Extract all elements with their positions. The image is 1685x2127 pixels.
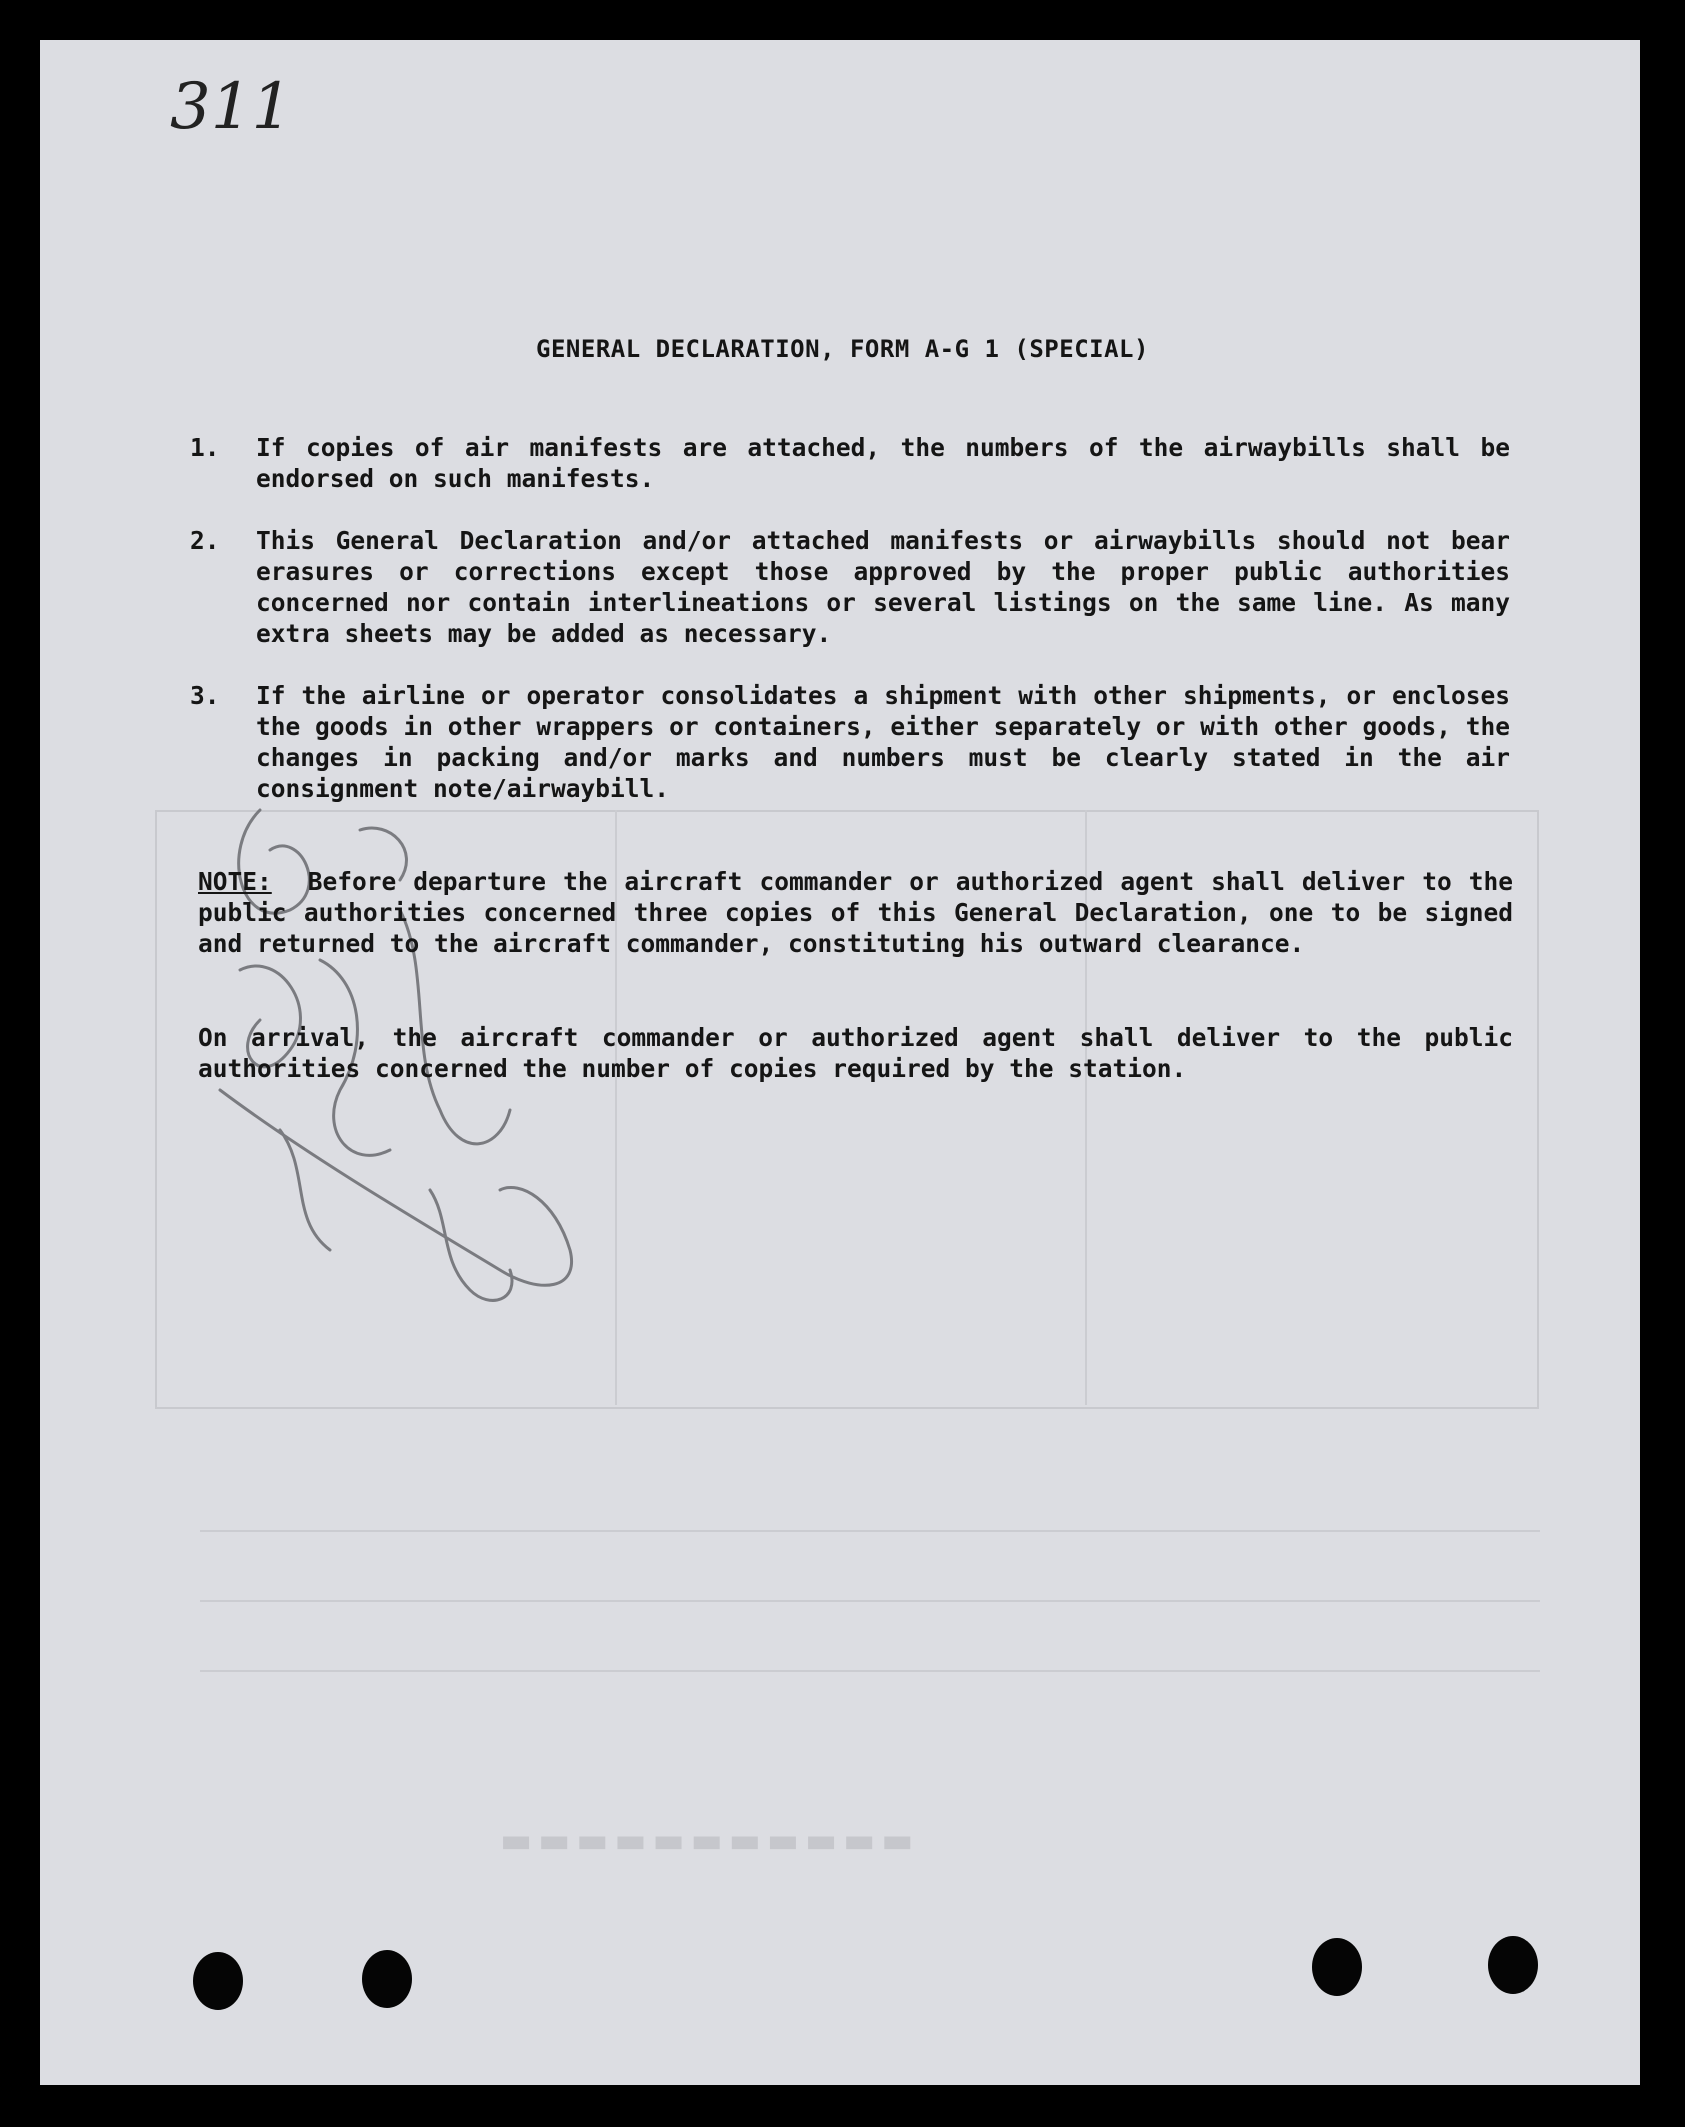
note-text: Before departure the aircraft commander or authorized agent shall deliver to the public authorities concerned three copies of this General Declaration, one to be signed and returned to the aircraft commander, constituting his outward clearance.: [198, 867, 1513, 958]
instruction-item-3: [190, 680, 1510, 806]
punch-hole: [1488, 1936, 1538, 1994]
punch-hole: [1312, 1938, 1362, 1996]
bleed-through-rule: [200, 1670, 1540, 1672]
instruction-text: If the airline or operator consolidates a shipment with other shipments, or encloses the goods in other wrappers or containers, either separately or with other goods, the changes in packing and/or marks and numbers must be clearly stated in the air consignment note/airwaybill.: [256, 681, 1510, 803]
bleed-through-heading: ▬▬▬▬▬▬▬▬▬▬▬: [500, 1825, 920, 1865]
instruction-item-1: [190, 432, 1510, 496]
instruction-text: This General Declaration and/or attached manifests or airwaybills should not bear erasures or corrections except those approved by the proper public authorities concerned nor contain interlineations or several listings on the same line. As many extra sheets may be added as necessary.: [256, 526, 1510, 648]
instruction-number: 1.: [190, 433, 220, 462]
instruction-number: 2.: [190, 526, 220, 555]
instruction-item-2: [190, 525, 1510, 651]
note-paragraph: [198, 866, 1513, 959]
note-label: NOTE:: [198, 867, 272, 896]
instruction-text: If copies of air manifests are attached, the numbers of the airwaybills shall be endorsed on such manifests.: [256, 433, 1510, 493]
form-title: GENERAL DECLARATION, FORM A-G 1 (SPECIAL): [536, 335, 1149, 363]
bleed-through-rule: [200, 1530, 1540, 1532]
handwritten-page-number: 311: [170, 70, 293, 144]
punch-hole: [193, 1952, 243, 2010]
arrival-paragraph: On arrival, the aircraft commander or authorized agent shall deliver to the public authorities concerned the number of copies required by the station.: [198, 1023, 1513, 1083]
instruction-number: 3.: [190, 681, 220, 710]
punch-hole: [362, 1950, 412, 2008]
bleed-through-rule: [200, 1600, 1540, 1602]
